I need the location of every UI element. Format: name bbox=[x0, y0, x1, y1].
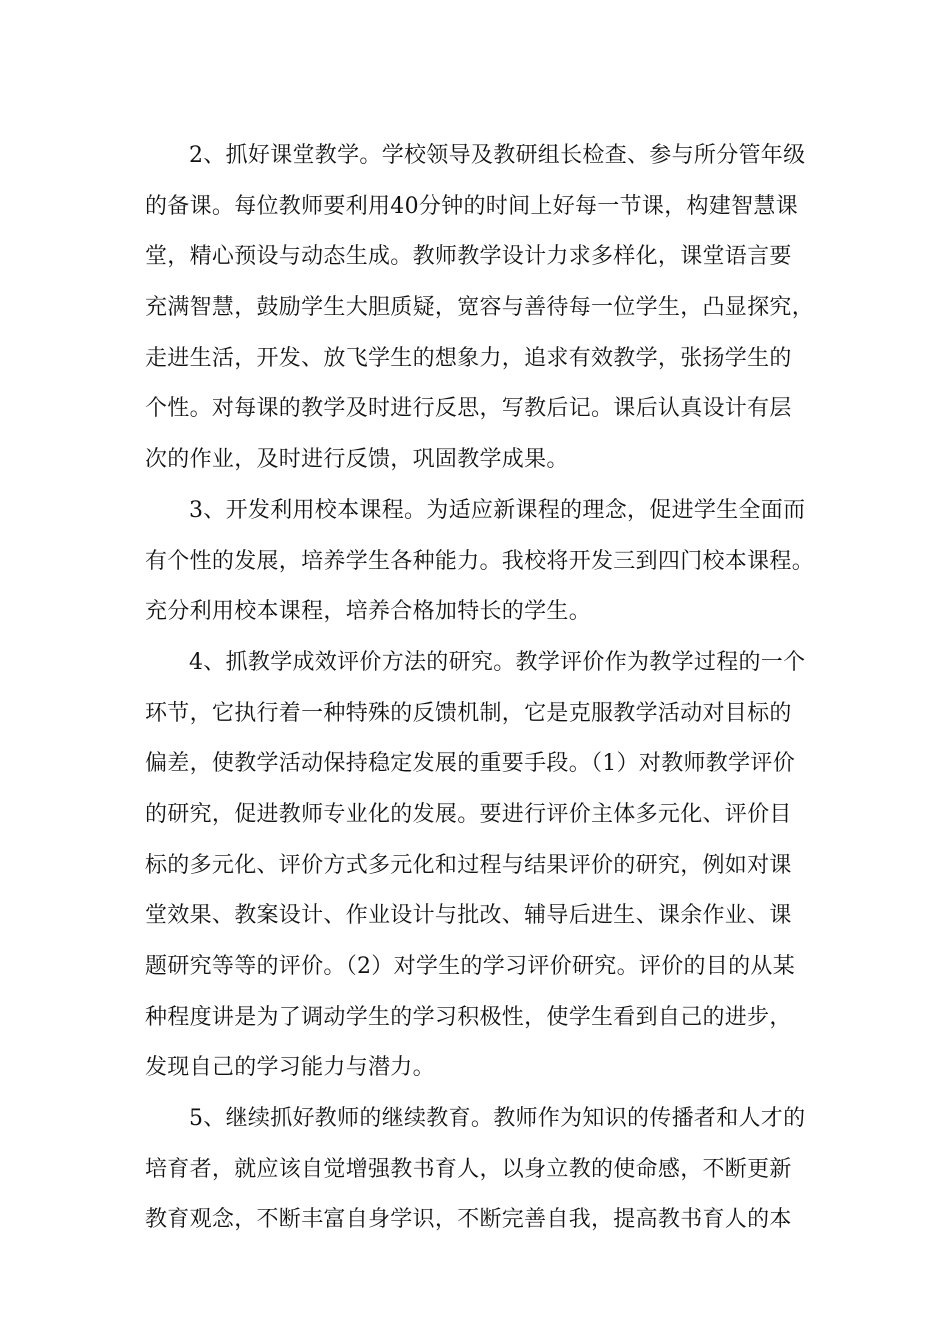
document-body bbox=[145, 131, 815, 1246]
paragraph-line: 的备课。每位教师要利用40分钟的时间上好每一节课，构建智慧课 bbox=[145, 193, 798, 219]
paragraph-line: 标的多元化、评价方式多元化和过程与结果评价的研究，例如对课 bbox=[145, 852, 792, 878]
paragraph-line: 题研究等等的评价。（2）对学生的学习评价研究。评价的目的从某 bbox=[145, 954, 795, 979]
paragraph-line: 5、继续抓好教师的继续教育。教师作为知识的传播者和人才的 bbox=[189, 1106, 806, 1132]
paragraph-line: 2、抓好课堂教学。学校领导及教研组长检查、参与所分管年级 bbox=[189, 143, 806, 168]
paragraph-line: 发现自己的学习能力与潜力。 bbox=[145, 1055, 435, 1081]
paragraph-line: 教育观念，不断丰富自身学识，不断完善自我，提高教书育人的本 bbox=[145, 1207, 792, 1233]
paragraph-line: 堂，精心预设与动态生成。教师教学设计力求多样化，课堂语言要 bbox=[145, 244, 792, 270]
paragraph-line: 3、开发利用校本课程。为适应新课程的理念，促进学生全面而 bbox=[189, 497, 806, 523]
paragraph-line: 充满智慧，鼓励学生大胆质疑，宽容与善待每一位学生，凸显探究， bbox=[145, 295, 815, 321]
paragraph-line: 环节，它执行着一种特殊的反馈机制，它是克服教学活动对目标的 bbox=[145, 700, 792, 726]
paragraph-line: 的研究，促进教师专业化的发展。要进行评价主体多元化、评价目 bbox=[145, 801, 792, 827]
paragraph-line: 堂效果、教案设计、作业设计与批改、辅导后进生、课余作业、课 bbox=[145, 903, 792, 929]
paragraph-line: 走进生活，开发、放飞学生的想象力，追求有效教学，张扬学生的 bbox=[145, 345, 792, 371]
paragraph-line: 个性。对每课的教学及时进行反思，写教后记。课后认真设计有层 bbox=[145, 396, 792, 422]
paragraph-line: 有个性的发展，培养学生各种能力。我校将开发三到四门校本课程。 bbox=[145, 548, 815, 574]
paragraph-line: 偏差，使教学活动保持稳定发展的重要手段。（1）对教师教学评价 bbox=[145, 751, 795, 777]
paragraph-5 bbox=[145, 1094, 815, 1246]
paragraph-line: 培育者，就应该自觉增强教书育人，以身立教的使命感，不断更新 bbox=[145, 1156, 792, 1182]
paragraph-2 bbox=[145, 131, 815, 486]
paragraph-line: 种程度讲是为了调动学生的学习积极性，使学生看到自己的进步， bbox=[145, 1004, 792, 1030]
paragraph-4 bbox=[145, 638, 815, 1094]
paragraph-3 bbox=[145, 486, 815, 638]
paragraph-line: 4、抓教学成效评价方法的研究。教学评价作为教学过程的一个 bbox=[189, 649, 806, 675]
paragraph-line: 充分利用校本课程，培养合格加特长的学生。 bbox=[145, 599, 592, 625]
paragraph-line: 次的作业，及时进行反馈，巩固教学成果。 bbox=[145, 447, 569, 473]
